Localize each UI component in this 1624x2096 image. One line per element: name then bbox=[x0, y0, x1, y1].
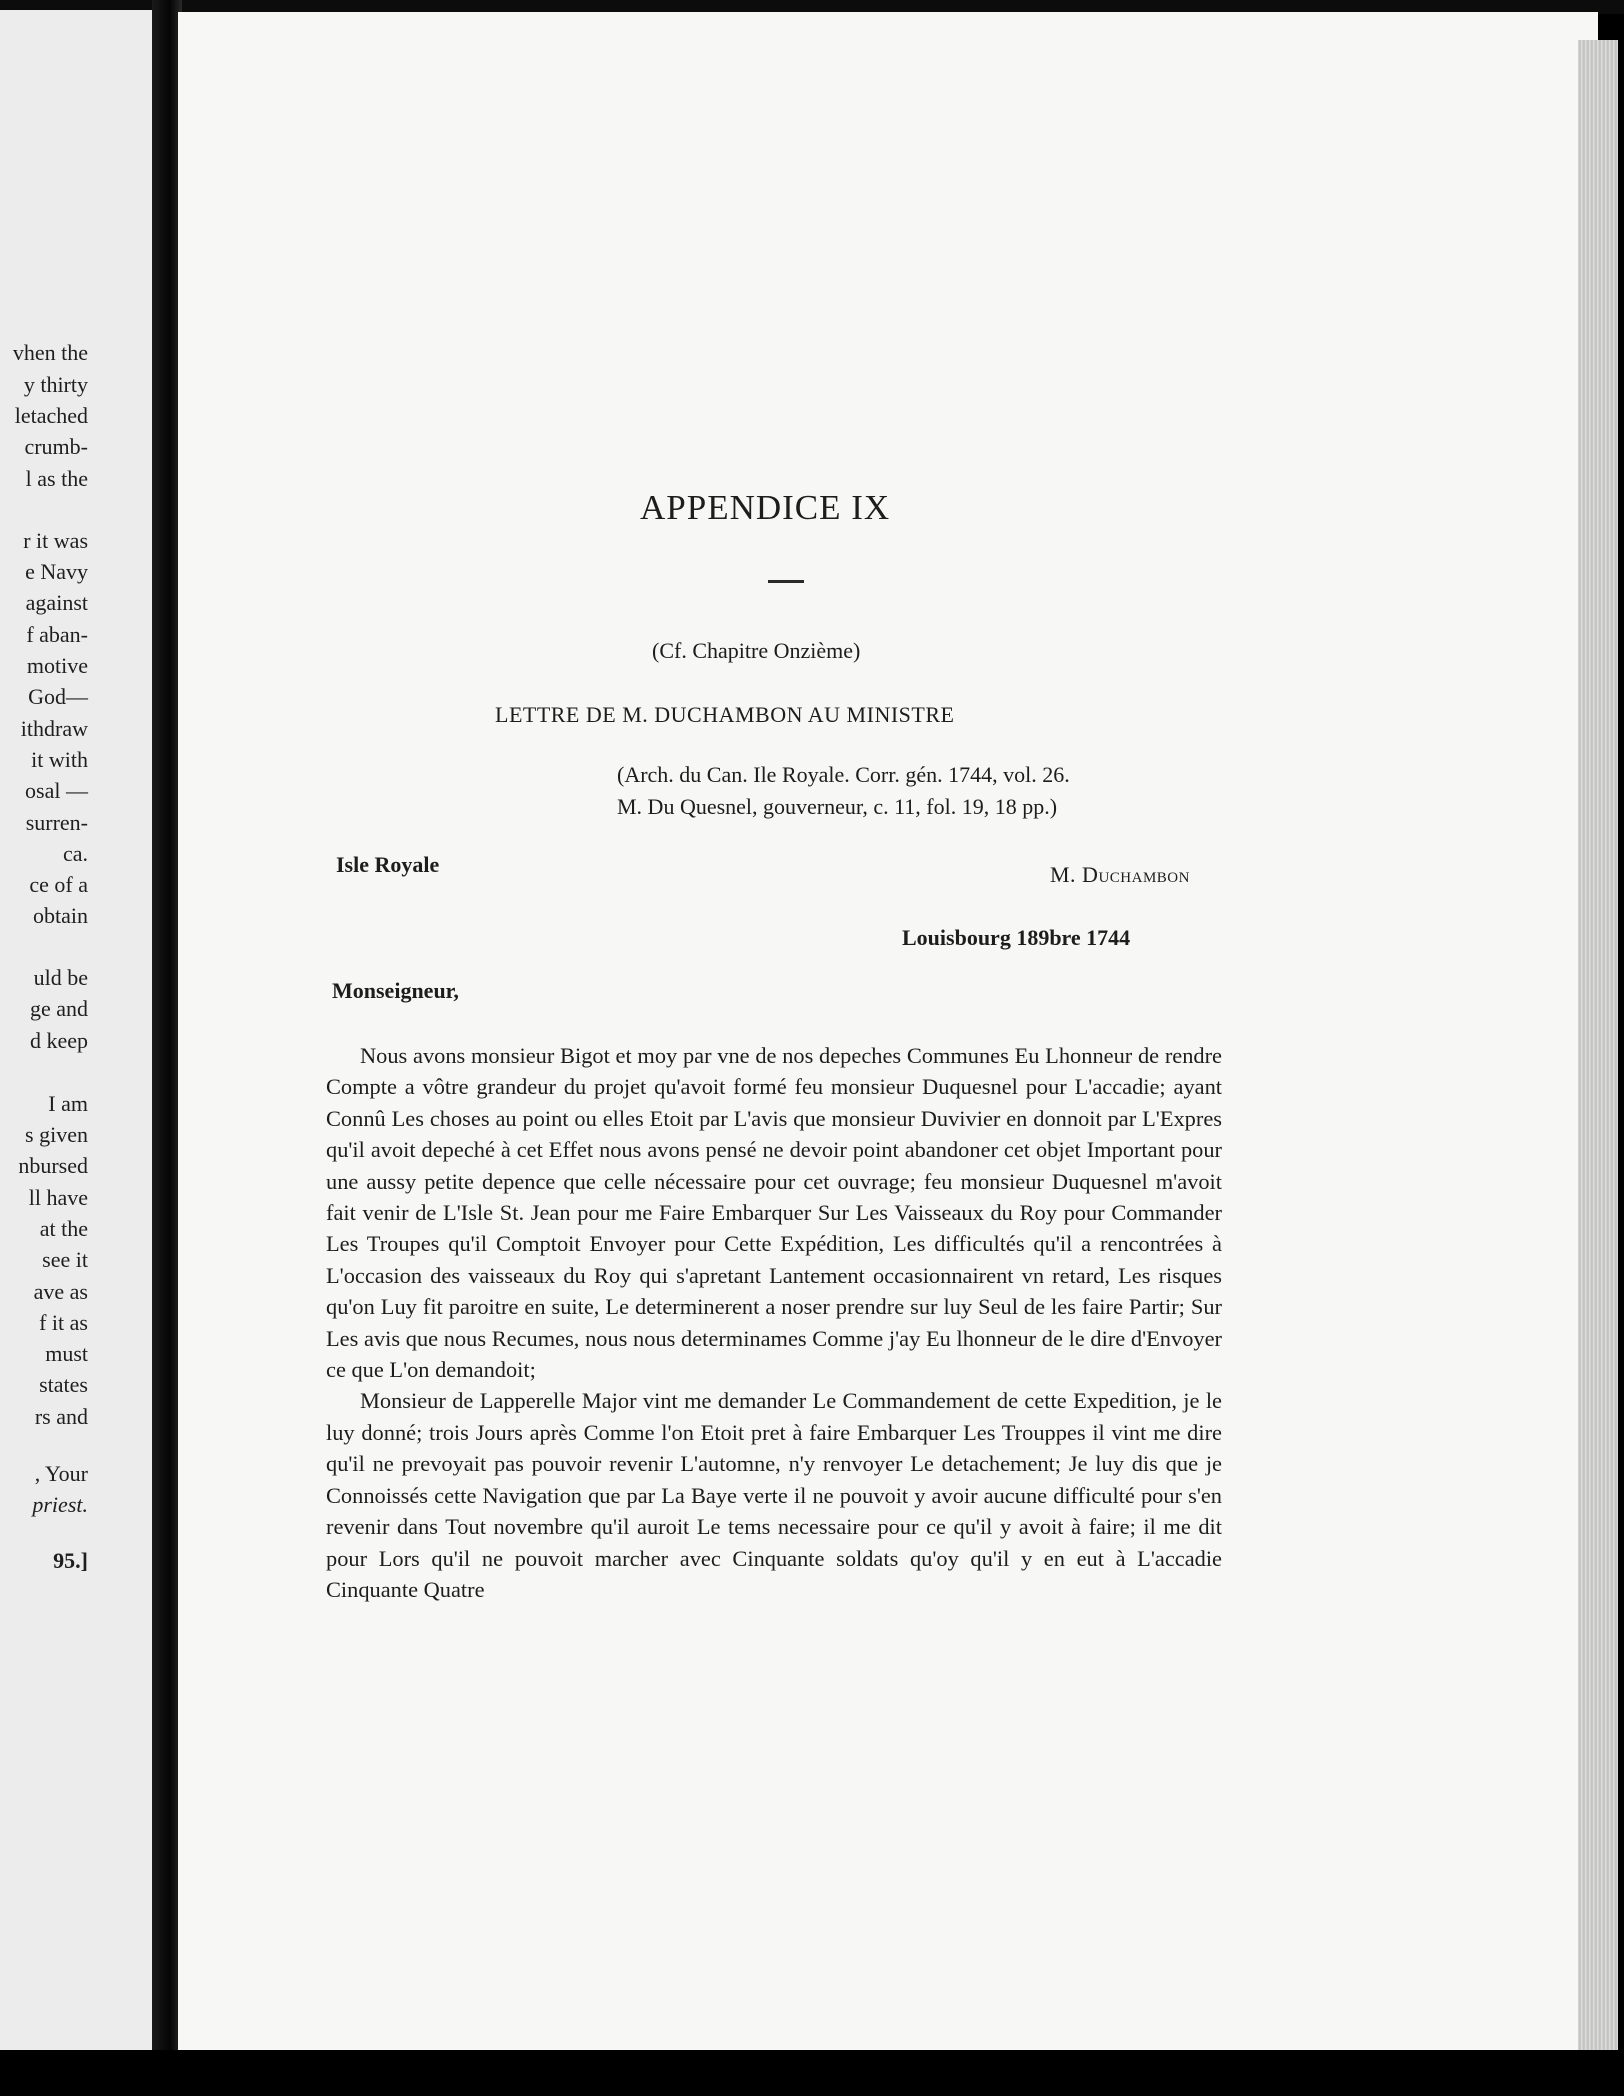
letter-paragraph-1: Nous avons monsieur Bigot et moy par vne de nos depeches Communes Eu Lhonneur de rendre Compte a vôtre grandeur du projet qu'avoit formé feu monsieur Duquesnel pour L'accadie; ayant Connû Les choses au point ou elles Etoit par L'avis que monsieur Duvivier en donnoit par L'Expres qu'il avoit depeché à cet Effet nous avons pensé ne devoir point abandoner cet objet Important pour une aussy petite depence que celle nécessaire pour cet ouvrage; feu monsieur Duquesnel m'avoit fait venir de L'Isle St. Jean pour me Faire Embarquer Sur Les Vaisseaux du Roy pour Commander Les Troupes qu'il Comptoit Envoyer pour Cette Expédition, Les difficultés qu'il a rencontrées à L'occasion des vaisseaux du Roy qui s'apretant Lantement occasionnairent vn retard, Les risques qu'on Luy fit paroitre en suite, Le determinerent a noser prendre sur luy Seul de les faire Partir; Sur Les avis que nous Recumes, nous nous determinames Comme j'ay Eu lhonneur de le dire d'Envoyer ce que L'on demandoit; bbox=[326, 1043, 1222, 1383]
left-page-line: l as the bbox=[25, 466, 88, 491]
left-page-line: s given bbox=[25, 1122, 88, 1147]
left-page-line: against bbox=[25, 590, 88, 615]
left-page-line: see it bbox=[42, 1247, 88, 1272]
page-edges bbox=[1578, 40, 1618, 2050]
left-page-line: rs and bbox=[34, 1404, 88, 1429]
title-separator bbox=[768, 580, 804, 583]
left-page-line: surren- bbox=[25, 810, 88, 835]
left-page-line: ave as bbox=[33, 1279, 88, 1304]
scan-bottom-border bbox=[0, 2050, 1624, 2096]
left-page-line: 95.] bbox=[53, 1548, 88, 1573]
left-page-line: d keep bbox=[29, 1028, 88, 1053]
left-page-line: e Navy bbox=[25, 559, 88, 584]
letter-dateline: Louisbourg 189bre 1744 bbox=[902, 925, 1131, 950]
left-page-line: it with bbox=[31, 747, 88, 772]
left-page-line: I am bbox=[48, 1091, 88, 1116]
left-page-line: vhen the bbox=[12, 340, 88, 365]
letter-salutation: Monseigneur, bbox=[332, 978, 459, 1003]
chapter-reference: (Cf. Chapitre Onzième) bbox=[652, 638, 861, 663]
letter-paragraph-2: Monsieur de Lapperelle Major vint me demander Le Commandement de cette Expedition, je le luy donné; trois Jours après Comme l'on Etoit pret à faire Embarquer Les Trouppes il vint me dire qu'il ne prevoyait pas pouvoir revenir L'automne, n'y renvoyer Le detachement; Je luy dis que je Connoissés cette Navigation que par La Baye verte il ne pouvoit y avoir aucune difficulté pour s'en revenir dans Tout novembre qu'il auroit Le tems necessaire pour ce qu'il y avoit à faire; il me dit pour Lors qu'il ne pouvoit marcher avec Cinquante soldats qu'oy qu'il y en eut à L'accadie Cinquante Quatre bbox=[326, 1388, 1222, 1602]
left-page-line: nbursed bbox=[18, 1153, 88, 1178]
left-page-line: f it as bbox=[39, 1310, 88, 1335]
letter-heading: LETTRE DE M. DUCHAMBON AU MINISTRE bbox=[495, 702, 955, 727]
author-name: M. Duchambon bbox=[1050, 862, 1190, 887]
left-page-line: ithdraw bbox=[20, 716, 88, 741]
archive-source-line-2: M. Du Quesnel, gouverneur, c. 11, fol. 19, 18 pp.) bbox=[617, 794, 1058, 819]
left-page-line: states bbox=[39, 1372, 88, 1397]
left-page-line: r it was bbox=[23, 528, 88, 553]
right-page bbox=[178, 12, 1598, 2052]
left-page-line: at the bbox=[39, 1216, 88, 1241]
archive-source-line-1: (Arch. du Can. Ile Royale. Corr. gén. 1744, vol. 26. bbox=[617, 762, 1070, 787]
left-page-line: ll have bbox=[28, 1185, 88, 1210]
left-page-line: priest. bbox=[32, 1492, 88, 1517]
left-page-line: letached bbox=[14, 403, 88, 428]
left-page-line: osal — bbox=[25, 778, 88, 803]
left-page-line: crumb- bbox=[24, 434, 88, 459]
left-page-line: must bbox=[45, 1341, 88, 1366]
place-label: Isle Royale bbox=[336, 852, 440, 877]
left-page-line: ca. bbox=[62, 841, 88, 866]
left-page-line: God— bbox=[28, 684, 88, 709]
author-label bbox=[1050, 862, 1190, 888]
left-page-line: obtain bbox=[33, 903, 88, 928]
appendix-title: APPENDICE IX bbox=[640, 488, 891, 527]
left-page-line: ge and bbox=[29, 996, 88, 1021]
left-page-line: uld be bbox=[33, 965, 88, 990]
left-page-text-column bbox=[0, 10, 158, 2050]
left-page-line: ce of a bbox=[29, 872, 88, 897]
left-page-line: , Your bbox=[34, 1461, 88, 1486]
left-page-line: f aban- bbox=[26, 622, 88, 647]
left-page-fragment bbox=[0, 10, 158, 2050]
letter-body bbox=[326, 1040, 1222, 1605]
left-page-line: y thirty bbox=[23, 372, 88, 397]
left-page-line: motive bbox=[26, 653, 88, 678]
